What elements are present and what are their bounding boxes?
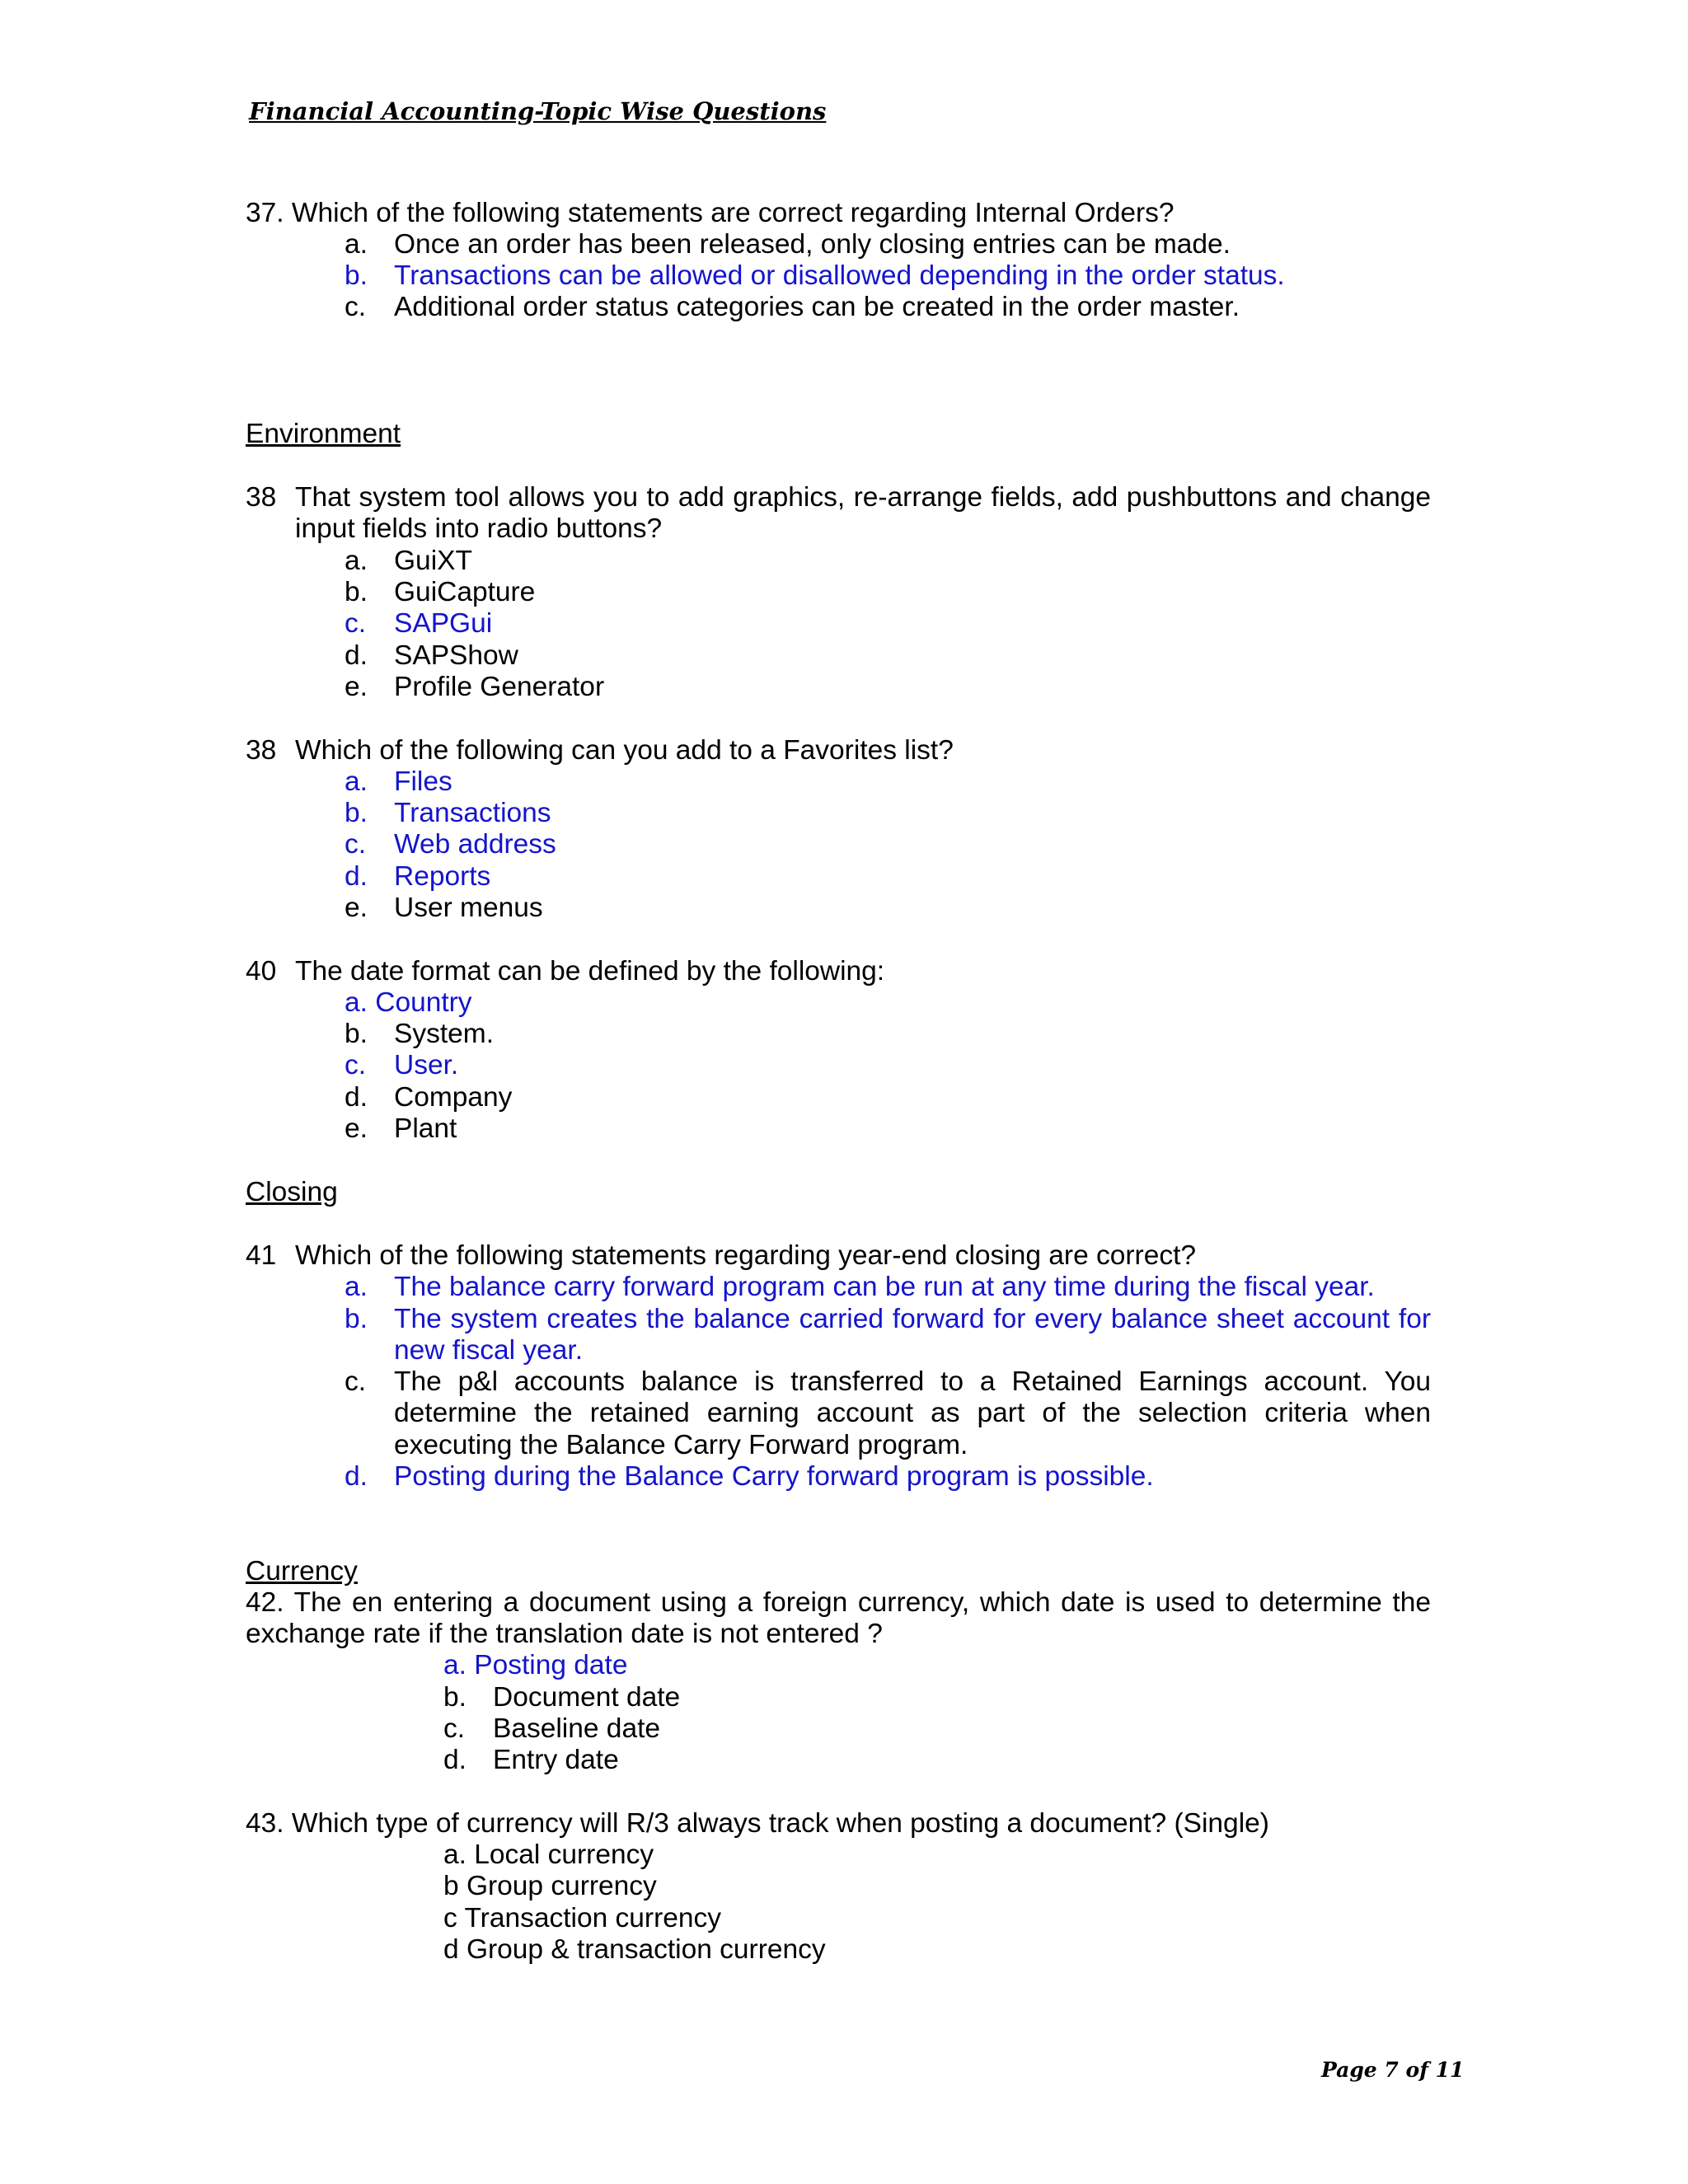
section-closing: Closing: [246, 1177, 338, 1207]
q38a-option-e-label: e.: [345, 672, 368, 702]
q41-option-c-line-2: determine the retained earning account as part of the selection criteria when: [394, 1398, 1431, 1428]
q38b-option-e: User menus: [394, 893, 543, 923]
q37-option-a: Once an order has been released, only closing entries can be made.: [394, 229, 1231, 260]
question-37: 37. Which of the following statements are correct regarding Internal Orders?: [246, 198, 1175, 228]
q41-option-c-line-3: executing the Balance Carry Forward program.: [394, 1430, 968, 1460]
q42-option-c: Baseline date: [493, 1713, 661, 1744]
q41-option-d-label: d.: [345, 1461, 368, 1492]
q41-option-a: The balance carry forward program can be run at any time during the fiscal year.: [394, 1272, 1375, 1302]
q37-option-b-label: b.: [345, 260, 368, 291]
q43-option-b: b Group currency: [443, 1871, 657, 1901]
q38a-option-b-label: b.: [345, 577, 368, 607]
q40-option-b: System.: [394, 1019, 494, 1049]
question-42-line-1: 42. The en entering a document using a foreign currency, which date is used to determine the: [246, 1587, 1431, 1618]
q40-option-c: User.: [394, 1050, 459, 1080]
q43-option-d: d Group & transaction currency: [443, 1934, 826, 1965]
q41-option-d: Posting during the Balance Carry forward program is possible.: [394, 1461, 1154, 1492]
q38a-option-d-label: d.: [345, 640, 368, 671]
question-41: Which of the following statements regarding year-end closing are correct?: [295, 1240, 1197, 1271]
q40-option-d: Company: [394, 1082, 513, 1113]
q42-option-d-label: d.: [443, 1745, 467, 1775]
q41-option-c-line-1: The p&l accounts balance is transferred to a Retained Earnings account. You: [394, 1366, 1431, 1397]
q38b-option-b-label: b.: [345, 798, 368, 828]
q38a-option-b: GuiCapture: [394, 577, 536, 607]
q40-option-c-label: c.: [345, 1050, 367, 1080]
page-header: Financial Accounting-Topic Wise Questions: [249, 97, 827, 125]
q38b-option-c-label: c.: [345, 829, 367, 860]
q38b-option-d: Reports: [394, 861, 491, 892]
q37-option-c: Additional order status categories can be created in the order master.: [394, 292, 1240, 322]
section-currency: Currency: [246, 1556, 358, 1586]
q38b-option-e-label: e.: [345, 893, 368, 923]
q38b-option-a: Files: [394, 766, 452, 797]
q41-option-c-label: c.: [345, 1366, 367, 1397]
q38b-option-c: Web address: [394, 829, 556, 860]
q40-option-d-label: d.: [345, 1082, 368, 1113]
q38a-option-c-label: c.: [345, 608, 367, 639]
q38a-option-d: SAPShow: [394, 640, 518, 671]
page-number: Page 7 of 11: [1321, 2058, 1465, 2082]
q40-option-e: Plant: [394, 1113, 457, 1144]
q40-option-e-label: e.: [345, 1113, 368, 1144]
q42-option-c-label: c.: [443, 1713, 466, 1744]
q38b-option-b: Transactions: [394, 798, 551, 828]
q42-option-a: a. Posting date: [443, 1650, 628, 1680]
q42-option-b: Document date: [493, 1682, 681, 1713]
q43-option-c: c Transaction currency: [443, 1903, 721, 1933]
q42-option-d: Entry date: [493, 1745, 619, 1775]
q38b-option-d-label: d.: [345, 861, 368, 892]
q42-option-b-label: b.: [443, 1682, 467, 1713]
q41-option-b-line-1: The system creates the balance carried forward for every balance sheet account for: [394, 1304, 1431, 1334]
q41-option-b-line-2: new fiscal year.: [394, 1335, 584, 1366]
question-40: The date format can be defined by the following:: [295, 956, 885, 987]
question-38b: Which of the following can you add to a Favorites list?: [295, 735, 954, 766]
q38a-option-c: SAPGui: [394, 608, 493, 639]
question-41-number: 41: [246, 1240, 277, 1271]
q38a-option-a-label: a.: [345, 546, 368, 576]
q40-option-a: a. Country: [345, 987, 472, 1018]
q38b-option-a-label: a.: [345, 766, 368, 797]
q40-option-b-label: b.: [345, 1019, 368, 1049]
question-42-line-2: exchange rate if the translation date is not entered ?: [246, 1619, 883, 1649]
q41-option-b-label: b.: [345, 1304, 368, 1334]
q37-option-b: Transactions can be allowed or disallowed depending in the order status.: [394, 260, 1285, 291]
question-43: 43. Which type of currency will R/3 always track when posting a document? (Single): [246, 1808, 1269, 1839]
question-38a-line-1: That system tool allows you to add graphics, re-arrange fields, add pushbuttons and change: [295, 482, 1431, 513]
q38a-option-a: GuiXT: [394, 546, 472, 576]
q37-option-c-label: c.: [345, 292, 367, 322]
question-38a-number: 38: [246, 482, 277, 513]
q38a-option-e: Profile Generator: [394, 672, 605, 702]
q43-option-a: a. Local currency: [443, 1840, 654, 1870]
q41-option-a-label: a.: [345, 1272, 368, 1302]
question-38b-number: 38: [246, 735, 277, 766]
question-38a-line-2: input fields into radio buttons?: [295, 513, 663, 544]
section-environment: Environment: [246, 419, 401, 449]
question-40-number: 40: [246, 956, 277, 987]
q37-option-a-label: a.: [345, 229, 368, 260]
